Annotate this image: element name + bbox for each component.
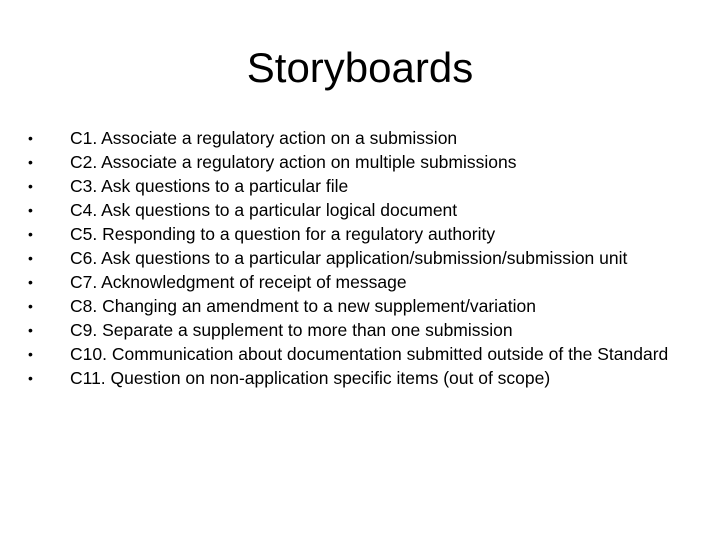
list-item-text: C6. Ask questions to a particular application/submission/submission unit bbox=[70, 248, 628, 268]
list-item bbox=[28, 318, 708, 342]
list-item bbox=[28, 294, 708, 318]
bullet-icon: • bbox=[28, 130, 33, 146]
list-item-text: C4. Ask questions to a particular logical document bbox=[70, 200, 458, 220]
list-item bbox=[28, 222, 708, 246]
list-item bbox=[28, 342, 708, 366]
list-item-text: C10. Communication about documentation submitted outside of the Standard bbox=[70, 344, 669, 364]
list-item-text: C11. Question on non-application specific items (out of scope) bbox=[70, 368, 551, 388]
list-item-text: C2. Associate a regulatory action on multiple submissions bbox=[70, 152, 517, 172]
list-item bbox=[28, 150, 708, 174]
list-item-text: C8. Changing an amendment to a new supplement/variation bbox=[70, 296, 536, 316]
bullet-icon: • bbox=[28, 178, 33, 194]
bullet-icon: • bbox=[28, 298, 33, 314]
bullet-icon: • bbox=[28, 250, 33, 266]
list-item bbox=[28, 126, 708, 150]
list-item bbox=[28, 270, 708, 294]
list-item-text: C7. Acknowledgment of receipt of message bbox=[70, 272, 407, 292]
bullet-list bbox=[28, 126, 708, 390]
bullet-icon: • bbox=[28, 346, 33, 362]
bullet-icon: • bbox=[28, 274, 33, 290]
bullet-icon: • bbox=[28, 370, 33, 386]
list-item bbox=[28, 246, 708, 270]
list-item-text: C1. Associate a regulatory action on a submission bbox=[70, 128, 458, 148]
list-item-text: C5. Responding to a question for a regulatory authority bbox=[70, 224, 496, 244]
list-item bbox=[28, 198, 708, 222]
list-item bbox=[28, 366, 708, 390]
bullet-icon: • bbox=[28, 322, 33, 338]
slide-title: Storyboards bbox=[246, 44, 474, 91]
list-item-text: C3. Ask questions to a particular file bbox=[70, 176, 349, 196]
list-item bbox=[28, 174, 708, 198]
bullet-icon: • bbox=[28, 202, 33, 218]
bullet-icon: • bbox=[28, 154, 33, 170]
bullet-icon: • bbox=[28, 226, 33, 242]
list-item-text: C9. Separate a supplement to more than one submission bbox=[70, 320, 513, 340]
